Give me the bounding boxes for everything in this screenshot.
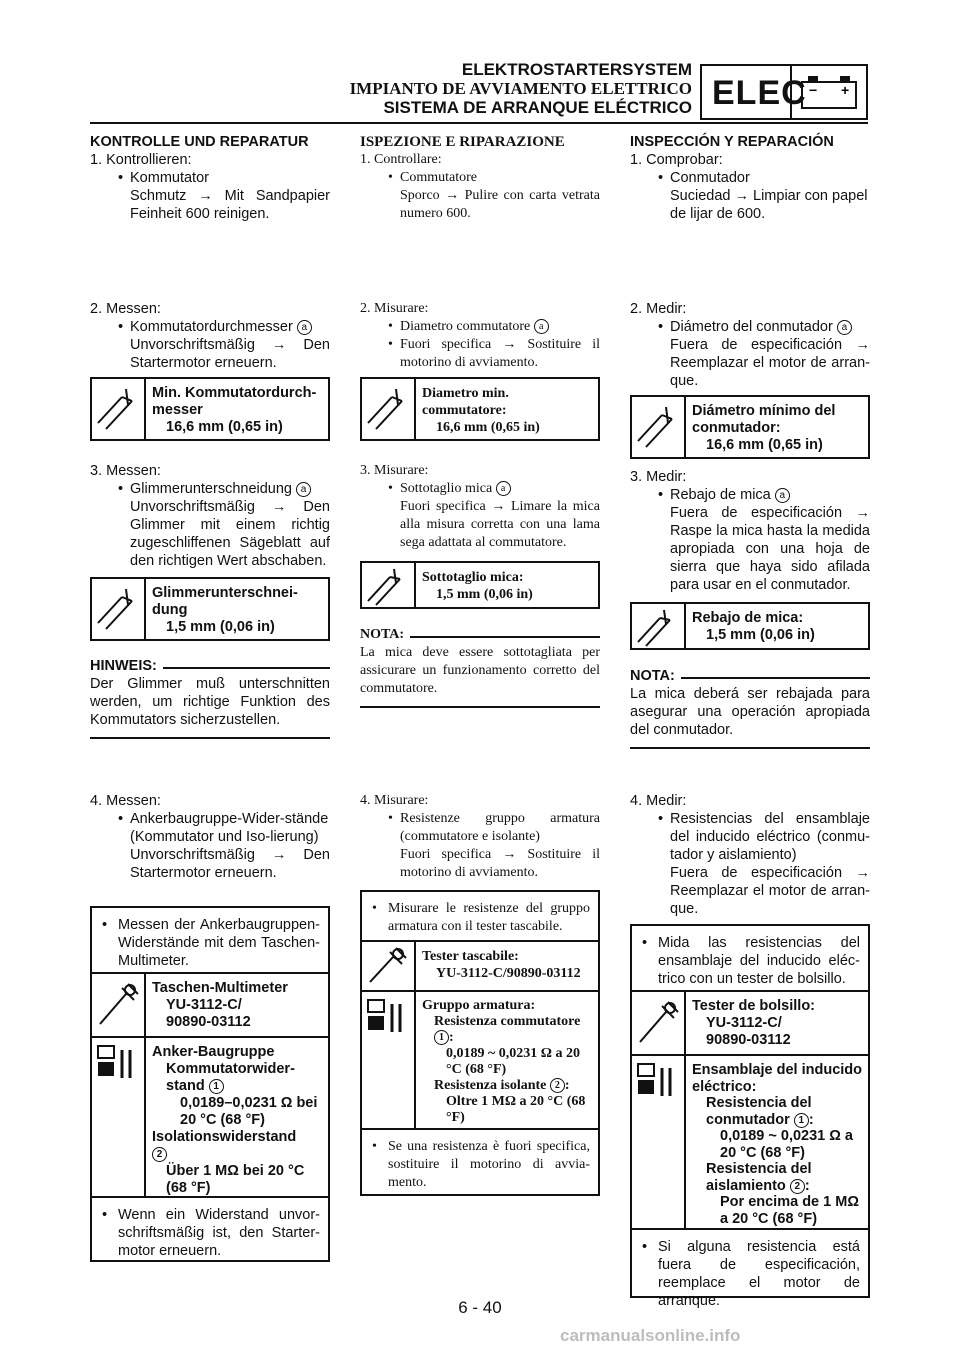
de-box-note-1: • Messen der Ankerbaugruppen-Widerstände mit dem Taschen-Multimeter.	[92, 908, 328, 972]
es-arm-title: Ensamblaje del inducido eléctrico:	[692, 1062, 863, 1095]
it-step-3-bullet	[360, 480, 600, 498]
mark-1: 1	[434, 1030, 449, 1045]
es-block-4	[630, 792, 870, 918]
de-heading: KONTROLLE UND REPARATUR	[90, 134, 309, 150]
it-block-1	[360, 133, 600, 223]
it-step-2-bullet-text: Diametro commutatore	[400, 319, 531, 334]
it-arm-l2: Resistenza isolante	[434, 1078, 547, 1093]
es-box-note-2: • Si alguna resistencia está fuera de especificación, reemplace el motor de arranque.	[632, 1228, 868, 1318]
multimeter-icon	[92, 1038, 146, 1196]
de-tool-name: Taschen-Multimeter	[152, 980, 288, 996]
de-spec-diameter-label: Min. Kommutatordurch-messer	[152, 385, 317, 418]
es-step-1: 1. Comprobar:	[630, 152, 723, 168]
es-step-2: 2. Medir:	[630, 301, 687, 317]
section-code: ELEC	[712, 74, 807, 112]
de-arm-v2: Über 1 MΩ bei 20 °C (68 °F)	[166, 1163, 305, 1196]
mark-a: a	[296, 482, 311, 497]
de-arm-v1: 0,0189–0,0231 Ω bei 20 °C (68 °F)	[180, 1095, 318, 1128]
it-note	[360, 626, 600, 708]
it-heading: ISPEZIONE E RIPARAZIONE	[360, 134, 565, 150]
es-step-4-bullet: • Resistencias del ensamblaje del inducido eléctrico (conmu-tador y aislamiento)	[630, 810, 870, 864]
es-arm-v1: 0,0189 ~ 0,0231 Ω a 20 °C (68 °F)	[720, 1128, 853, 1161]
it-arm-l1: Resistenza commutatore	[434, 1014, 581, 1029]
caliper-icon	[362, 563, 416, 607]
es-step-2-bullet-text: Diámetro del conmutador	[670, 319, 833, 335]
de-block-1	[90, 133, 330, 223]
de-step-1: 1. Kontrollieren:	[90, 152, 192, 168]
es-note	[630, 667, 870, 749]
es-spec-diameter	[630, 395, 870, 459]
de-note	[90, 657, 330, 739]
de-step-4-bullet: • Ankerbaugruppe-Wider-stände (Kommutator und Iso-lierung)	[90, 810, 330, 846]
es-step-3-bullet-text: Rebajo de mica	[670, 487, 771, 503]
it-step-2-bullet	[360, 318, 600, 336]
es-step-2-text: Fuera de especificación → Reemplazar el motor de arran-que.	[670, 337, 870, 389]
es-step-1-text: Suciedad → Limpiar con papel de lijar de 600.	[670, 188, 868, 222]
es-arm-v2: Por encima de 1 MΩ a 20 °C (68 °F)	[720, 1194, 859, 1227]
it-box-note-2: • Se una resistenza è fuori specifica, sostituire il motorino di avvia-mento.	[362, 1128, 598, 1200]
de-box-note-2: • Wenn ein Widerstand unvor-schriftsmäßig ist, den Starter-motor erneuern.	[92, 1196, 328, 1268]
de-step-3-bullet-text: Glimmerunterschneidung	[130, 481, 292, 497]
es-tool-code-1: YU-3112-C/	[706, 1015, 782, 1031]
de-spec-mica-value: 1,5 mm (0,06 in)	[166, 619, 275, 635]
de-spec-diameter-value: 16,6 mm (0,65 in)	[166, 419, 283, 435]
es-box-note-1: • Mida las resistencias del ensamblaje del inducido eléc-trico con un tester de bolsillo.	[632, 926, 868, 990]
mark-a: a	[297, 320, 312, 335]
mark-1: 1	[794, 1113, 809, 1128]
it-spec-mica-label: Sottotaglio mica:	[422, 570, 524, 585]
es-arm-l2: Resistencia del aislamiento	[706, 1161, 812, 1194]
de-step-3-text: Unvorschriftsmäßig → Den Glimmer mit einem richtig zugeschliffenen Sägeblatt auf den richtigen Wert abschaben.	[130, 499, 330, 569]
de-spec-mica-label: Glimmerunterschnei-dung	[152, 585, 298, 618]
tester-icon	[632, 992, 686, 1054]
it-note-text: La mica deve essere sottotagliata per assicurare un funzionamento corretto del commutatore.	[360, 645, 600, 696]
it-note-label: NOTA:	[360, 627, 405, 642]
page-number: 6 - 40	[458, 1298, 502, 1317]
multimeter-icon	[362, 992, 416, 1128]
it-step-1-text: Sporco → Pulire con carta vetrata numero 600.	[400, 188, 600, 221]
it-step-2-bullet-2: • Fuori specifica → Sostituire il motorino di avviamento.	[360, 336, 600, 372]
es-step-3-bullet	[630, 486, 870, 504]
de-block-3	[90, 462, 330, 570]
it-measure-box: • Misurare le resistenze del gruppo armatura con il tester tascabile. Tester tascabile: YU-3112-C/90890-03112 Gruppo armatura: Resistenza commutatore 1 : 0,0189 ~ 0,0231 Ω a 20 °C (68 °F) Resistenza isolante 2 : Oltre 1 MΩ a 20 °C (68 °F) • Se una resistenza è fuori specifica, sostituire il motorino di avvia-mento.	[360, 890, 600, 1196]
it-step-3: 3. Misurare:	[360, 463, 429, 478]
es-spec-mica	[630, 602, 870, 650]
de-arm-l2: Isolationswiderstand	[152, 1129, 297, 1145]
it-step-4: 4. Misurare:	[360, 793, 429, 808]
it-spec-diameter-label: Diametro min. commutatore:	[422, 386, 509, 418]
es-step-3-text: Fuera de especificación → Raspe la mica hasta la medida apropiada con una hoja de sierra que haya sido afilada para usar en el conmutador.	[670, 505, 870, 593]
caliper-icon	[362, 379, 416, 439]
it-step-4-bullet: • Resistenze gruppo armatura (commutatore e isolante)	[360, 810, 600, 846]
caliper-icon	[632, 604, 686, 648]
header-titles	[350, 60, 692, 117]
de-step-3-bullet	[90, 480, 330, 498]
watermark: carmanualsonline.info	[560, 1326, 741, 1345]
battery-plus: +	[841, 82, 850, 98]
it-step-3-text: Fuori specifica → Limare la mica alla misura corretta con una lama sega adattata al commutatore.	[400, 499, 600, 550]
de-block-4	[90, 792, 330, 882]
mark-2: 2	[152, 1147, 167, 1162]
it-step-1-bullet: • Commutatore	[360, 169, 600, 187]
it-step-4-text: Fuori specifica → Sostituire il motorino di avviamento.	[400, 847, 600, 880]
it-block-4	[360, 792, 600, 882]
es-spec-mica-label: Rebajo de mica:	[692, 610, 804, 626]
caliper-icon	[632, 397, 686, 457]
es-note-label: NOTA:	[630, 668, 675, 684]
tester-icon	[92, 974, 146, 1036]
it-tool-name: Tester tascabile:	[422, 949, 519, 964]
de-note-label: HINWEIS:	[90, 658, 157, 674]
battery-icon	[798, 70, 862, 114]
it-spec-diameter-value: 16,6 mm (0,65 in)	[436, 420, 540, 435]
caliper-icon	[92, 379, 146, 439]
de-spec-diameter	[90, 377, 330, 441]
de-note-text: Der Glimmer muß unterschnitten werden, um richtige Funktion des Kommutators sicherzustellen.	[90, 676, 330, 728]
de-step-4: 4. Messen:	[90, 793, 161, 809]
tester-icon	[362, 942, 416, 990]
es-step-3: 3. Medir:	[630, 469, 687, 485]
es-note-text: La mica deberá ser rebajada para asegurar una operación apropiada del conmutador.	[630, 686, 870, 738]
mark-a: a	[496, 481, 511, 496]
it-block-3	[360, 462, 600, 552]
de-block-2	[90, 300, 330, 372]
de-step-2-bullet	[90, 318, 330, 336]
header-rule	[90, 122, 868, 124]
it-block-2	[360, 300, 600, 372]
it-arm-v2: Oltre 1 MΩ a 20 °C (68 °F)	[446, 1094, 586, 1125]
de-arm-l1: Kommutatorwider-stand	[166, 1061, 295, 1094]
de-step-3: 3. Messen:	[90, 463, 161, 479]
mark-a: a	[837, 320, 852, 335]
de-step-2-bullet-text: Kommutatordurchmesser	[130, 319, 293, 335]
es-heading: INSPECCIÓN Y REPARACIÓN	[630, 134, 834, 150]
title-it: IMPIANTO DE AVVIAMENTO ELETTRICO	[349, 79, 692, 98]
it-arm-title: Gruppo armatura:	[422, 998, 536, 1013]
es-block-1	[630, 133, 870, 223]
it-tool-code-1: YU-3112-C/90890-03112	[436, 966, 581, 981]
de-measure-box	[90, 906, 330, 1262]
it-arm-v1: 0,0189 ~ 0,0231 Ω a 20 °C (68 °F)	[446, 1046, 580, 1077]
mark-1: 1	[209, 1079, 224, 1094]
de-step-1-text: Schmutz → Mit Sandpapier Feinheit 600 reinigen.	[130, 188, 330, 222]
caliper-icon	[92, 579, 146, 639]
es-step-2-bullet	[630, 318, 870, 336]
mark-a: a	[775, 488, 790, 503]
de-tool-code-1: YU-3112-C/	[166, 997, 242, 1013]
es-step-1-bullet: • Conmutador	[630, 169, 870, 187]
es-arm-l1: Resistencia del conmutador	[706, 1095, 812, 1128]
it-step-1: 1. Controllare:	[360, 152, 442, 167]
es-block-2	[630, 300, 870, 390]
title-es: SISTEMA DE ARRANQUE ELÉCTRICO	[383, 98, 692, 117]
de-step-1-bullet: • Kommutator	[90, 169, 330, 187]
es-spec-diameter-value: 16,6 mm (0,65 in)	[706, 437, 823, 453]
de-step-2: 2. Messen:	[90, 301, 161, 317]
es-tool-name: Tester de bolsillo:	[692, 998, 816, 1014]
es-tool-code-2: 90890-03112	[706, 1032, 791, 1048]
de-tool-code-2: 90890-03112	[166, 1014, 251, 1030]
mark-a: a	[534, 319, 549, 334]
mark-2: 2	[790, 1179, 805, 1194]
de-step-4-text: Unvorschriftsmäßig → Den Startermotor erneuern.	[130, 847, 330, 881]
es-block-3	[630, 468, 870, 594]
multimeter-icon	[632, 1056, 686, 1228]
it-spec-mica-value: 1,5 mm (0,06 in)	[436, 587, 533, 602]
it-box-note-1: • Misurare le resistenze del gruppo armatura con il tester tascabile.	[362, 892, 598, 940]
de-spec-mica	[90, 577, 330, 641]
es-step-4: 4. Medir:	[630, 793, 687, 809]
battery-minus: −	[809, 82, 818, 98]
title-de: ELEKTROSTARTERSYSTEM	[461, 60, 692, 79]
es-spec-diameter-label: Diámetro mínimo del conmutador:	[692, 403, 836, 436]
es-measure-box: • Mida las resistencias del ensamblaje del inducido eléc-trico con un tester de bolsillo. Tester de bolsillo: YU-3112-C/ 90890-03112 Ensamblaje del inducido eléctrico: Resistencia del conmutador 1 : 0,0189 ~ 0,0231 Ω a 20 °C (68 °F) Resistencia del aislamiento 2 : Por encima de 1 MΩ a 20 °C (68 °F) • Si alguna resistencia está fuera de especificación, reemplace el motor de arranque.	[630, 924, 870, 1298]
es-step-4-text: Fuera de especificación → Reemplazar el motor de arran-que.	[670, 865, 870, 917]
it-step-2: 2. Misurare:	[360, 301, 429, 316]
it-spec-mica	[360, 561, 600, 609]
de-arm-title: Anker-Baugruppe	[152, 1044, 275, 1060]
de-step-2-text: Unvorschriftsmäßig → Den Startermotor erneuern.	[130, 337, 330, 371]
mark-2: 2	[550, 1078, 565, 1093]
it-step-3-bullet-text: Sottotaglio mica	[400, 481, 493, 496]
it-spec-diameter	[360, 377, 600, 441]
es-spec-mica-value: 1,5 mm (0,06 in)	[706, 627, 815, 643]
